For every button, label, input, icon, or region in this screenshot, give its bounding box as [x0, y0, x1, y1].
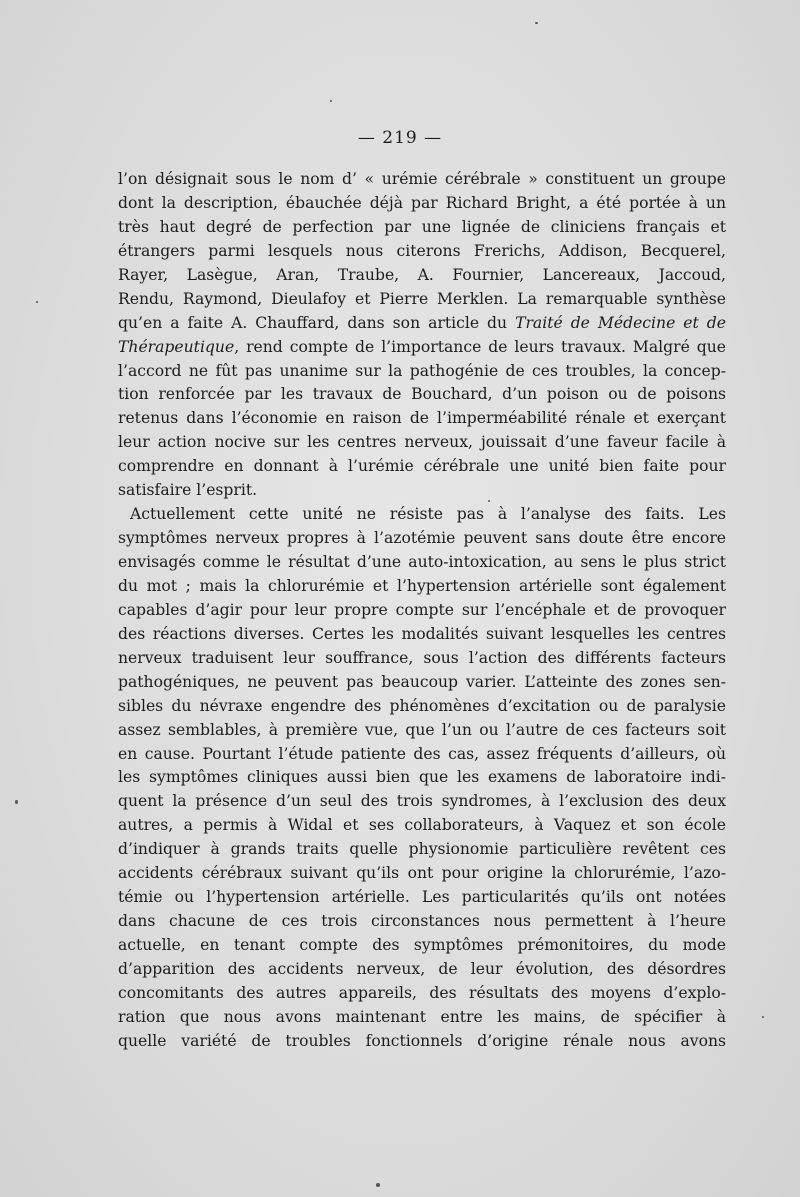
text-line: retenus dans l’économie en raison de l’imperméabilité rénale et exerçant [118, 409, 726, 428]
text-line-with-title [118, 336, 726, 360]
paper-speck [330, 100, 332, 102]
text-fragment: , rend compte de l’importance de leurs travaux. Malgré que [234, 337, 726, 356]
book-title-continued: Thérapeutique [118, 337, 235, 356]
text-line: l’accord ne fût pas unanime sur la pathogénie de ces troubles, la concep- [118, 361, 726, 380]
text-line: étrangers parmi lesquels nous citerons Frerichs, Addison, Becquerel, [118, 241, 726, 260]
paragraph-last-line: satisfaire l’esprit. [118, 481, 258, 500]
text-line: envisagés comme le résultat d’une auto-intoxication, au sens le plus strict [118, 553, 726, 571]
text-line: leur action nocive sur les centres nerveux, jouissait d’une faveur facile à [118, 433, 726, 452]
text-line: des réactions diverses. Certes les modalités suivant lesquelles les centres [118, 624, 726, 643]
text-line: quelle variété de troubles fonctionnels d’origine rénale nous avons [118, 1031, 726, 1050]
book-title: Traité de Médecine et de [515, 313, 726, 332]
text-line: autres, a permis à Widal et ses collaborateurs, à Vaquez et son école [118, 816, 726, 835]
paper-speck [488, 500, 490, 502]
text-line: concomitants des autres appareils, des résultats des moyens d’explo- [118, 983, 726, 1002]
text-line: d’apparition des accidents nerveux, de leur évolution, des désordres [118, 959, 726, 978]
paper-speck [535, 22, 538, 24]
paper-speck [762, 1016, 764, 1018]
text-line: comprendre en donnant à l’urémie cérébrale une unité bien faite pour [118, 457, 726, 476]
text-line: d’indiquer à grands traits quelle physionomie particulière revêtent ces [118, 840, 726, 859]
text-line: capables d’agir pour leur propre compte sur l’encéphale et de provoquer [118, 600, 726, 619]
text-line: tion renforcée par les travaux de Bouchard, d’un poison ou de poisons [118, 385, 726, 404]
text-line: symptômes nerveux propres à l’azotémie peuvent sans doute être encore [118, 529, 726, 548]
text-line: témie ou l’hypertension artérielle. Les particularités qu’ils ont notées [118, 888, 726, 907]
text-line: Rendu, Raymond, Dieulafoy et Pierre Merklen. La remarquable synthèse [118, 289, 726, 308]
text-line: les symptômes cliniques aussi bien que les examens de laboratoire indi- [118, 768, 726, 787]
text-line: très haut degré de perfection par une lignée de cliniciens français et [118, 217, 726, 236]
text-line: quent la présence d’un seul des trois syndromes, à l’exclusion des deux [118, 792, 726, 811]
page-number: — 219 — [357, 128, 443, 148]
text-line: en cause. Pourtant l’étude patiente des cas, assez fréquents d’ailleurs, où [118, 744, 726, 763]
text-line: actuelle, en tenant compte des symptômes prémonitoires, du mode [118, 936, 726, 954]
text-line: dans chacune de ces trois circonstances nous permettent à l’heure [118, 912, 726, 931]
text-fragment: qu’en a faite A. Chauffard, dans son article du [118, 313, 508, 332]
text-line: l’on désignait sous le nom d’ « urémie cérébrale » constituent un groupe [118, 170, 726, 188]
text-line: du mot ; mais la chlorurémie et l’hypertension artérielle sont également [118, 576, 726, 595]
text-line: assez semblables, à première vue, que l’un ou l’autre de ces facteurs soit [118, 720, 726, 739]
text-line: nerveux traduisent leur souffrance, sous l’action des différents facteurs [118, 648, 726, 667]
text-line: pathogéniques, ne peuvent pas beaucoup varier. L’atteinte des zones sen- [118, 672, 726, 691]
text-line: ration que nous avons maintenant entre les mains, de spécifier à [118, 1007, 726, 1026]
paper-speck [376, 1183, 380, 1187]
text-line: accidents cérébraux suivant qu’ils ont pour origine la chlorurémie, l’azo- [118, 864, 726, 883]
paragraph-first-line: Actuellement cette unité ne résiste pas à l’analyse des faits. Les [130, 505, 726, 524]
text-line-with-title [118, 312, 726, 336]
text-line: Rayer, Lasègue, Aran, Traube, A. Fournier, Lancereaux, Jaccoud, [118, 265, 726, 284]
text-line: dont la description, ébauchée déjà par Richard Bright, a été portée à un [118, 193, 726, 212]
paper-speck [36, 301, 38, 303]
paper-speck [15, 800, 18, 804]
text-line: sibles du névraxe engendre des phénomènes d’excitation ou de paralysie [118, 696, 726, 715]
body-text [118, 168, 726, 1054]
